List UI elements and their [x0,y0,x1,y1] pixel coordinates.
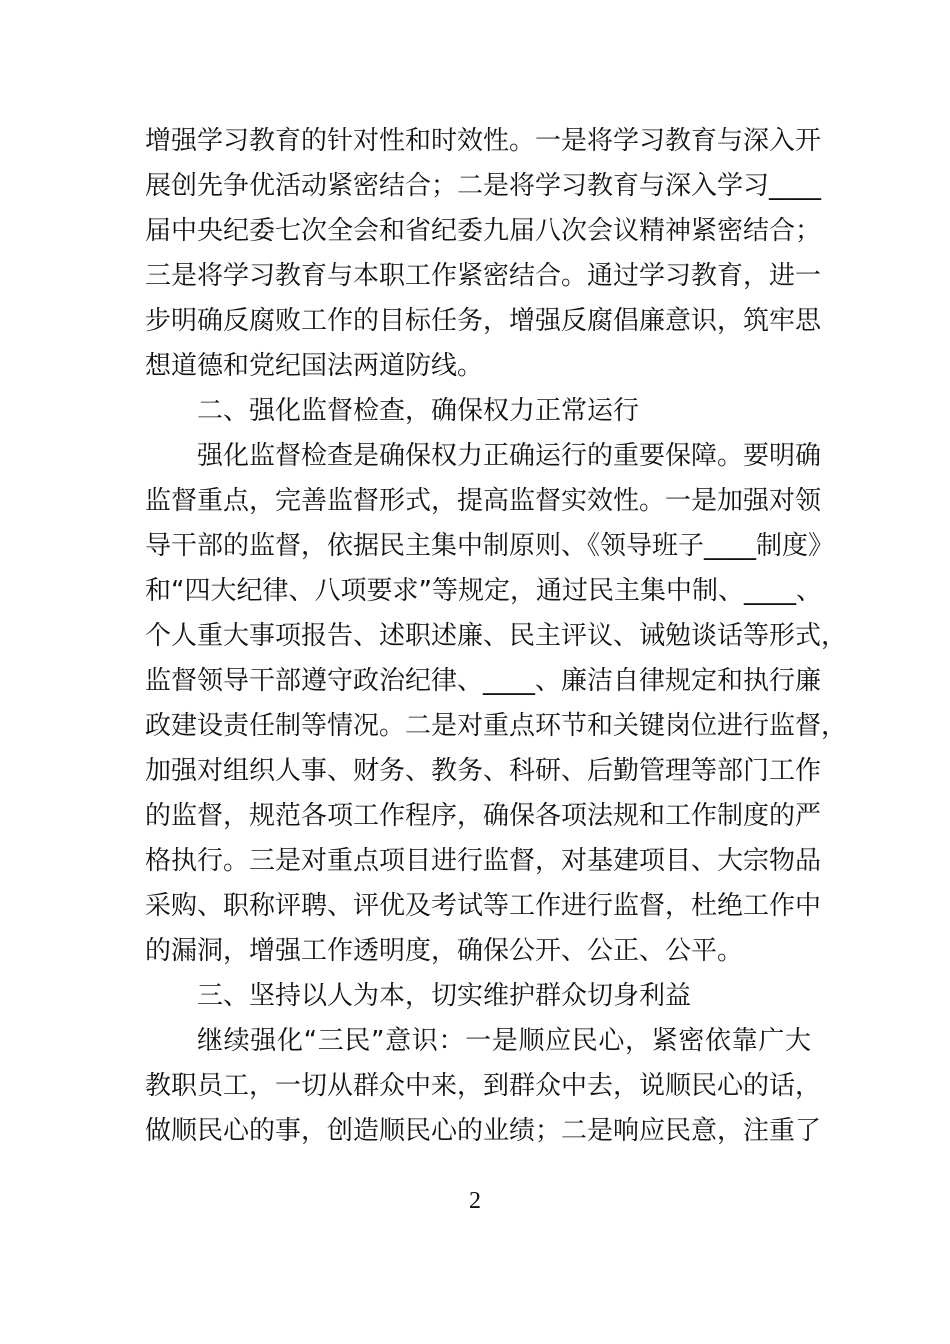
text-line: 的监督，规范各项工作程序，确保各项法规和工作制度的严 [145,801,822,831]
text-line: 展创先争优活动紧密结合；二是将学习教育与深入学习____ [145,171,822,201]
text-line: 步明确反腐败工作的目标任务，增强反腐倡廉意识，筑牢思 [145,306,822,336]
text-line: 届中央纪委七次全会和省纪委九届八次会议精神紧密结合； [145,216,822,246]
text-line: 导干部的监督，依据民主集中制原则、《领导班子____制度》 [145,531,835,561]
text-line: 个人重大事项报告、述职述廉、民主评议、诫勉谈话等形式， [145,621,848,651]
text-line: 格执行。三是对重点项目进行监督，对基建项目、大宗物品 [145,846,822,876]
text-line: 政建设责任制等情况。二是对重点环节和关键岗位进行监督， [145,711,848,741]
text-line: 监督重点，完善监督形式，提高监督实效性。一是加强对领 [145,486,822,516]
section-heading: 二、强化监督检查，确保权力正常运行 [197,396,640,426]
paragraph-first-line: 继续强化“三民”意识：一是顺应民心，紧密依靠广大 [197,1026,811,1056]
text-line: 教职员工，一切从群众中来，到群众中去，说顺民心的话， [145,1071,822,1101]
section-heading: 三、坚持以人为本，切实维护群众切身利益 [197,981,692,1011]
page-number: 2 [469,1188,481,1214]
paragraph-first-line: 强化监督检查是确保权力正确运行的重要保障。要明确 [197,441,822,471]
text-line: 想道德和党纪国法两道防线。 [145,351,484,381]
text-line: 和“四大纪律、八项要求”等规定，通过民主集中制、____、 [145,576,822,606]
text-line: 增强学习教育的针对性和时效性。一是将学习教育与深入开 [145,126,822,156]
text-line: 采购、职称评聘、评优及考试等工作进行监督，杜绝工作中 [145,891,822,921]
text-line: 加强对组织人事、财务、教务、科研、后勤管理等部门工作 [145,756,822,786]
text-line: 监督领导干部遵守政治纪律、____、廉洁自律规定和执行廉 [145,666,822,696]
document-body [145,119,848,1154]
text-line: 的漏洞，增强工作透明度，确保公开、公正、公平。 [145,936,744,966]
text-line: 三是将学习教育与本职工作紧密结合。通过学习教育，进一 [145,261,822,291]
text-line: 做顺民心的事，创造顺民心的业绩；二是响应民意，注重了 [145,1116,822,1146]
